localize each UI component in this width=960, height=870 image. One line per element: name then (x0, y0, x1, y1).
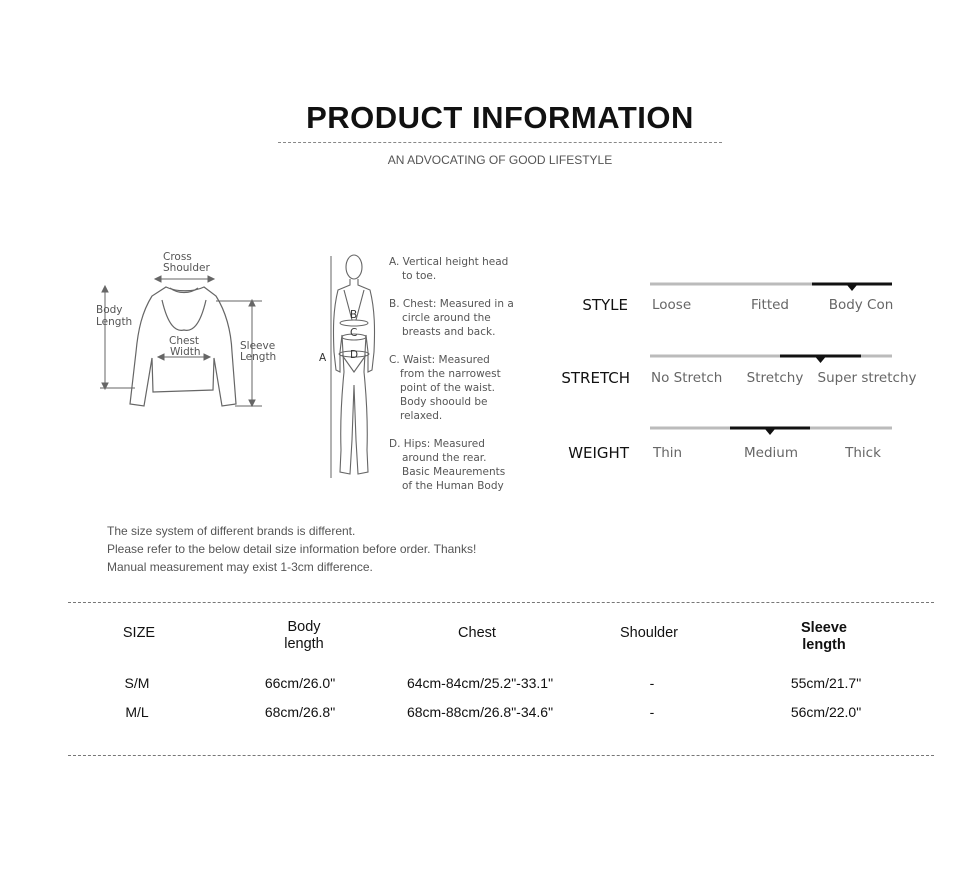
header-body-length-line1: Body (287, 619, 321, 635)
cell-shoulder: - (649, 704, 655, 720)
sleeve-length-label-2: Length (240, 351, 277, 363)
note-line: The size system of different brands is different. (107, 524, 356, 538)
cell-body-length: 66cm/26.0" (264, 675, 336, 691)
header-chest: Chest (458, 625, 496, 641)
note-line: Please refer to the below detail size information before order. Thanks! (107, 542, 477, 556)
desc-a-2: to toe. (402, 270, 437, 282)
human-figure (333, 255, 374, 474)
scale-option: Stretchy (746, 370, 804, 386)
cell-body-length: 68cm/26.8" (264, 704, 336, 720)
note-line: Manual measurement may exist 1-3cm difference. (107, 560, 373, 574)
attribute-scales (555, 270, 925, 470)
header-body-length (244, 619, 364, 653)
header-sleeve-length-line1: Sleeve (801, 620, 847, 636)
desc-c-3: point of the waist. (400, 382, 496, 394)
scale-pointer-icon (816, 357, 826, 363)
body-length-label-1: Body (96, 304, 123, 316)
page-title: PRODUCT INFORMATION (306, 100, 694, 135)
body-length-label-2: Length (96, 316, 133, 328)
header-body-length-line2: length (284, 636, 324, 652)
scale-option: No Stretch (651, 370, 723, 386)
scale-option: Fitted (751, 297, 789, 313)
attribute-label: STRETCH (561, 369, 630, 387)
scale-option: Thick (845, 445, 881, 461)
desc-d-1: D. Hips: Measured (389, 438, 485, 450)
scale-option: Loose (652, 297, 692, 313)
page-subtitle: AN ADVOCATING OF GOOD LIFESTYLE (387, 153, 613, 167)
cell-chest: 64cm-84cm/25.2"-33.1" (406, 675, 554, 691)
desc-b-1: B. Chest: Measured in a (389, 298, 514, 310)
table-top-divider (68, 602, 934, 603)
desc-c-1: C. Waist: Measured (389, 354, 490, 366)
cell-size: S/M (124, 675, 150, 691)
title-divider (278, 142, 722, 143)
cross-shoulder-label-1: Cross (163, 251, 192, 263)
sleeve-length-label-1: Sleeve (240, 340, 276, 352)
cross-shoulder-label-2: Shoulder (163, 262, 210, 274)
size-notes (107, 522, 476, 576)
garment-diagram (90, 248, 290, 413)
scale-option: Body Con (828, 297, 894, 313)
chest-width-label-1: Chest (169, 335, 200, 347)
body-diagram (315, 248, 525, 498)
scale-option: Super stretchy (817, 370, 917, 386)
header-shoulder: Shoulder (619, 625, 679, 641)
desc-c-5: relaxed. (400, 410, 443, 422)
desc-a-1: A. Vertical height head (389, 256, 509, 268)
header-sleeve-length-line2: length (802, 637, 846, 653)
marker-c: C (350, 327, 358, 339)
header-sleeve-length (764, 620, 884, 654)
cell-chest: 68cm-88cm/26.8"-34.6" (406, 704, 554, 720)
attribute-label: WEIGHT (568, 444, 629, 462)
scale-option: Medium (744, 445, 798, 461)
chest-width-label-2: Width (170, 346, 201, 358)
cell-sleeve-length: 56cm/22.0" (790, 704, 862, 720)
desc-c-2: from the narrowest (400, 368, 501, 380)
scale-pointer-icon (765, 429, 775, 435)
desc-d-4: of the Human Body (402, 480, 504, 492)
cell-size: M/L (125, 704, 149, 720)
cell-sleeve-length: 55cm/21.7" (790, 675, 862, 691)
scale-pointer-icon (847, 285, 857, 291)
marker-d: D (350, 349, 359, 361)
marker-a: A (319, 352, 327, 364)
header-size: SIZE (122, 625, 156, 641)
scale-option: Thin (653, 445, 683, 461)
desc-b-2: circle around the (402, 312, 491, 324)
cell-shoulder: - (649, 675, 655, 691)
table-bottom-divider (68, 755, 934, 756)
desc-d-2: around the rear. (402, 452, 487, 464)
desc-d-3: Basic Meaurements (402, 466, 506, 478)
attribute-label: STYLE (582, 296, 628, 314)
desc-c-4: Body shoould be (400, 396, 488, 408)
desc-b-3: breasts and back. (402, 326, 496, 338)
marker-b: B (350, 309, 358, 321)
